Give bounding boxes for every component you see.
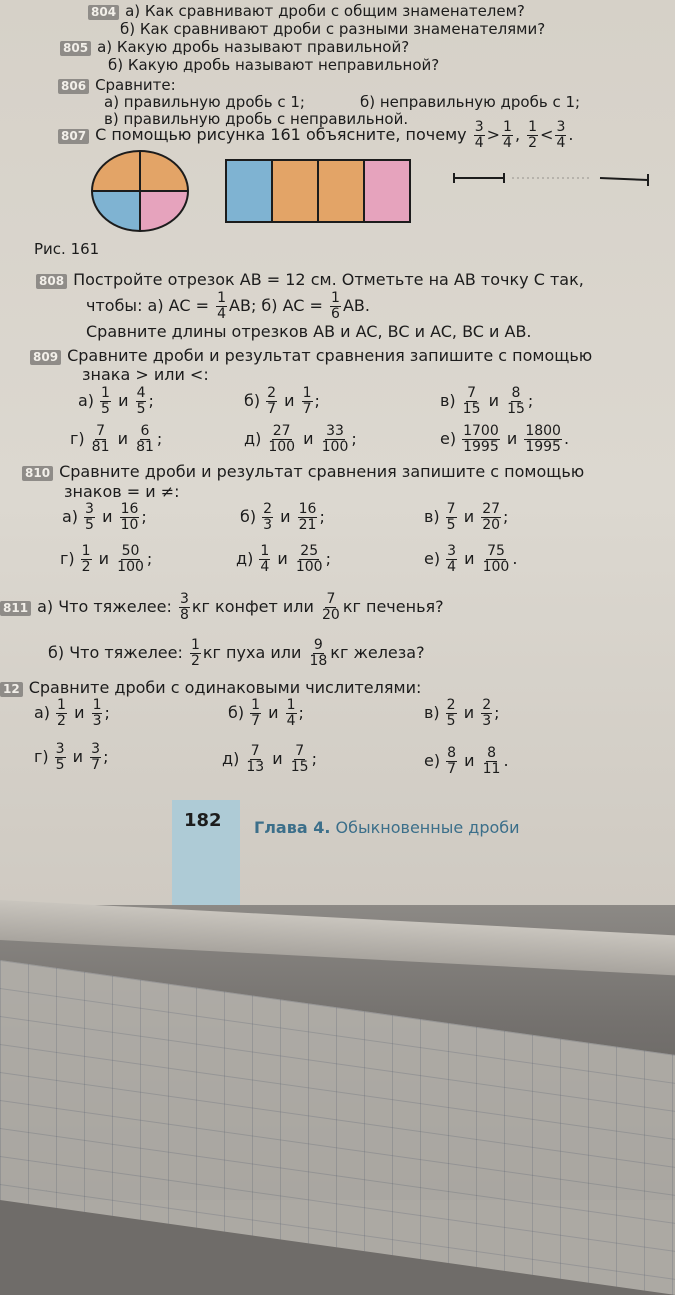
- fraction: $\frac{3}{4}$: [474, 119, 484, 151]
- ex811-a: 811 а) Что тяжелее: $\frac{3}{8}$ кг конфет или $\frac{7}{20}$ кг печенья?: [0, 588, 444, 626]
- chapter-title: [254, 818, 520, 837]
- ex809-item-e: е) $\frac{1700}{1995}$ и $\frac{1800}{1995}$ .: [440, 423, 570, 455]
- fraction: $\frac{7}{20}$: [322, 591, 340, 623]
- ex809-item-b: б) $\frac{2}{7}$ и $\frac{1}{7}$ ;: [244, 385, 320, 417]
- ex812-item-a: а) $\frac{1}{2}$ и $\frac{1}{3}$ ;: [34, 697, 110, 729]
- fraction: $\frac{3}{8}$: [179, 591, 189, 623]
- pie-figure: [90, 150, 190, 232]
- fraction: $\frac{1}{4}$: [217, 290, 227, 322]
- ex810-item-e: е) $\frac{3}{4}$ и $\frac{75}{100}$ .: [424, 543, 518, 575]
- ex809-item-v: в) $\frac{7}{15}$ и $\frac{8}{15}$ ;: [440, 385, 534, 417]
- ex806-item-a: а) правильную дробь с 1;: [104, 93, 305, 111]
- ex810-item-g: г) $\frac{1}{2}$ и $\frac{50}{100}$ ;: [60, 543, 153, 575]
- ex810-item-v: в) $\frac{7}{5}$ и $\frac{27}{20}$ ;: [424, 501, 509, 533]
- ex804-line-a: 804 а) Как сравнивают дроби с общим знаменателем?: [88, 2, 525, 20]
- ex812-item-b: б) $\frac{1}{7}$ и $\frac{1}{4}$ ;: [228, 697, 304, 729]
- ex811-b: б) Что тяжелее: $\frac{1}{2}$ кг пуха или $\frac{9}{18}$ кг железа?: [48, 637, 425, 669]
- fraction: $\frac{9}{18}$: [309, 637, 328, 669]
- ex807-line: 807 С помощью рисунка 161 объясните, почему $\frac{3}{4}$ > $\frac{1}{4}$ , $\frac{1}{2}$ < $\frac{3}{4}$ .: [58, 118, 573, 152]
- ex810-line1: 810 Сравните дроби и результат сравнения запишите с помощью: [22, 462, 584, 481]
- ex810-number: 810: [22, 466, 53, 481]
- ex806-item-b: б) неправильную дробь с 1;: [360, 93, 581, 111]
- ex812-title: 12 Сравните дроби с одинаковыми числителями:: [0, 678, 421, 697]
- ex810-item-a: а) $\frac{3}{5}$ и $\frac{16}{10}$ ;: [62, 501, 147, 533]
- ex809-item-d: д) $\frac{27}{100}$ и $\frac{33}{100}$ ;: [244, 423, 357, 455]
- ex809-line1: 809 Сравните дроби и результат сравнения запишите с помощью: [30, 346, 592, 365]
- ex812-item-g: г) $\frac{3}{5}$ и $\frac{3}{7}$ ;: [34, 741, 109, 773]
- ex809-number: 809: [30, 350, 61, 365]
- ex805-number: 805: [60, 41, 91, 56]
- ex811-number: 811: [0, 601, 31, 616]
- ex810-line2: знаков = и ≠:: [64, 482, 180, 501]
- fraction: $\frac{3}{4}$: [556, 119, 566, 151]
- fraction: $\frac{1}{2}$: [190, 637, 200, 669]
- page-number: 182: [184, 810, 222, 831]
- ex808-line1: 808 Постройте отрезок AB = 12 см. Отметьте на AB точку C так,: [36, 270, 584, 289]
- chapter-label: Глава 4.: [254, 818, 331, 837]
- ex804-number: 804: [88, 5, 119, 20]
- ex806-title: 806 Сравните:: [58, 76, 176, 94]
- ex806-item-c: в) правильную дробь с неправильной.: [104, 110, 409, 128]
- chapter-name: Обыкновенные дроби: [335, 818, 520, 837]
- ex805-line-a: 805 а) Какую дробь называют правильной?: [60, 38, 409, 56]
- fraction: $\frac{1}{2}$: [528, 119, 538, 151]
- rectangle-figure: [224, 158, 412, 224]
- ex812-item-d: д) $\frac{7}{13}$ и $\frac{7}{15}$ ;: [222, 743, 317, 775]
- fraction: $\frac{1}{4}$: [503, 119, 512, 151]
- figure-caption: Рис. 161: [34, 240, 100, 258]
- ex810-item-b: б) $\frac{2}{3}$ и $\frac{16}{21}$ ;: [240, 501, 325, 533]
- ex812-number: 12: [0, 682, 23, 697]
- fraction: $\frac{1}{6}$: [331, 290, 340, 322]
- ex810-item-d: д) $\frac{1}{4}$ и $\frac{25}{100}$ ;: [236, 543, 331, 575]
- ex809-item-a: а) $\frac{1}{5}$ и $\frac{4}{5}$ ;: [78, 385, 154, 417]
- ex804-line-b: б) Как сравнивают дроби с разными знаменателями?: [120, 20, 546, 38]
- ex808-line2: чтобы: а) AC = $\frac{1}{4}$ AB; б) AC = $\frac{1}{6}$ AB.: [86, 290, 370, 322]
- segment-figure: [452, 168, 652, 190]
- ex806-number: 806: [58, 79, 89, 94]
- ex812-item-v: в) $\frac{2}{5}$ и $\frac{2}{3}$ ;: [424, 697, 500, 729]
- ex808-line3: Сравните длины отрезков AB и AC, BC и AC, BC и AB.: [86, 322, 532, 341]
- ex812-item-e: е) $\frac{8}{7}$ и $\frac{8}{11}$ .: [424, 745, 509, 777]
- ex805-line-b: б) Какую дробь называют неправильной?: [108, 56, 440, 74]
- ex809-line2: знака > или <:: [82, 365, 209, 384]
- ex809-item-g: г) $\frac{7}{81}$ и $\frac{6}{81}$ ;: [70, 423, 163, 455]
- ex807-number: 807: [58, 129, 89, 144]
- ex808-number: 808: [36, 274, 67, 289]
